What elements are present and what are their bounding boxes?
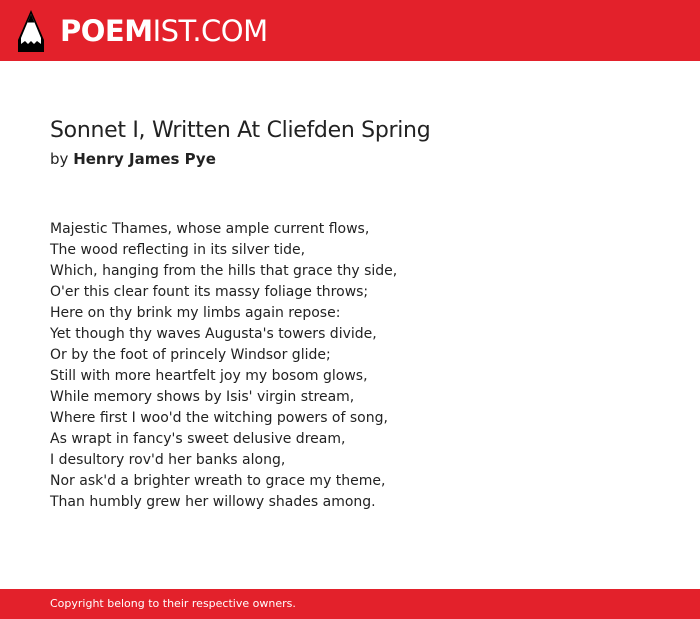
poem-line: The wood reflecting in its silver tide, (50, 242, 306, 258)
copyright-notice: Copyright belong to their respective owners. (50, 597, 296, 610)
poem-line: Here on thy brink my limbs again repose: (50, 305, 341, 321)
poem-title: Sonnet I, Written At Cliefden Spring (50, 118, 431, 143)
poem-content (50, 115, 670, 513)
poem-line: Yet though thy waves Augusta's towers divide, (50, 326, 377, 342)
poem-line: Still with more heartfelt joy my bosom glows, (50, 368, 368, 384)
poem-line: Or by the foot of princely Windsor glide; (50, 347, 331, 363)
poem-line: Nor ask'd a brighter wreath to grace my theme, (50, 473, 386, 489)
site-name-light: IST.COM (152, 14, 268, 48)
poem-line: O'er this clear fount its massy foliage throws; (50, 284, 369, 300)
author-name[interactable]: Henry James Pye (73, 150, 216, 168)
by-label: by (50, 150, 69, 168)
poem-line: Majestic Thames, whose ample current flows, (50, 221, 370, 237)
site-name (60, 10, 268, 52)
poem-line: Where first I woo'd the witching powers of song, (50, 410, 388, 426)
poem-line: While memory shows by Isis' virgin stream, (50, 389, 355, 405)
byline (50, 149, 670, 169)
site-footer (0, 589, 700, 619)
poem-line: Than humbly grew her willowy shades among. (50, 494, 376, 510)
site-name-bold: POEM (60, 14, 153, 48)
poem-line: Which, hanging from the hills that grace thy side, (50, 263, 398, 279)
pencil-icon (18, 10, 44, 52)
site-logo[interactable] (18, 10, 268, 52)
poem-body (50, 219, 670, 513)
poem-line: As wrapt in fancy's sweet delusive dream, (50, 431, 346, 447)
site-header (0, 0, 700, 61)
poem-line: I desultory rov'd her banks along, (50, 452, 286, 468)
